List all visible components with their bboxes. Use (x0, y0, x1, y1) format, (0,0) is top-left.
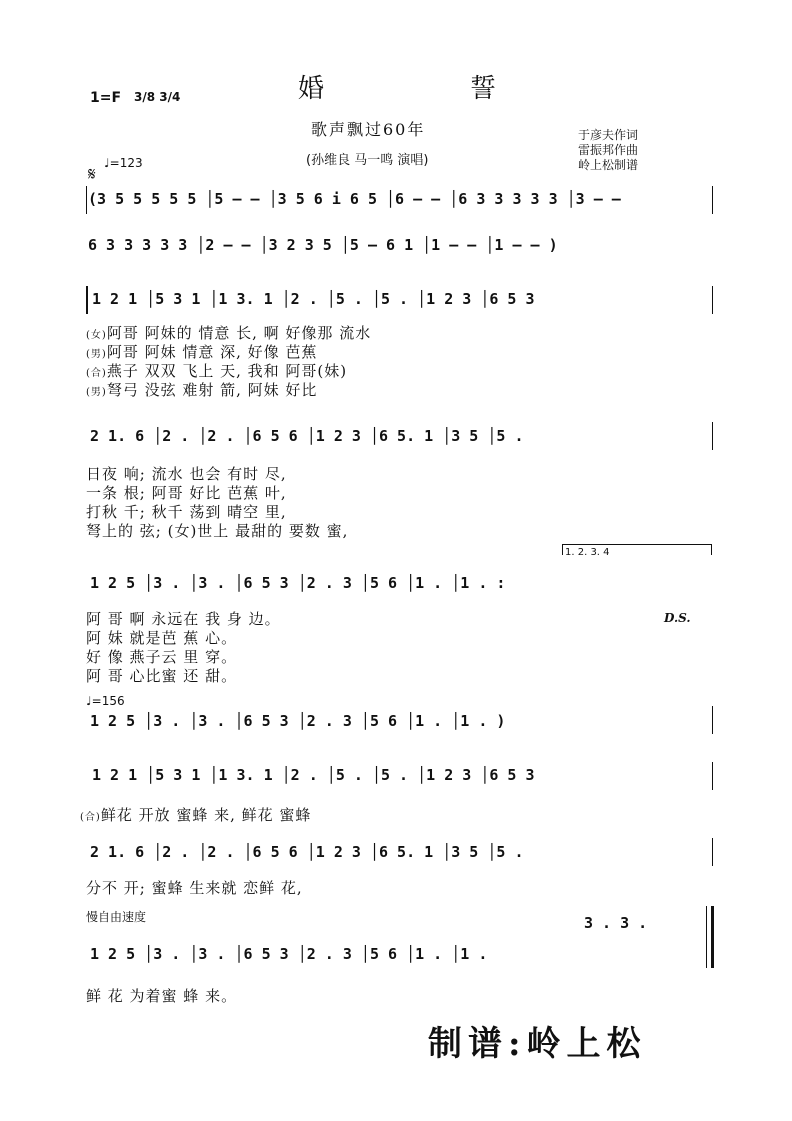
key-signature: 1=F (90, 90, 122, 106)
arranger-signature: 制谱:岭上松 (428, 1024, 647, 1064)
lyric-tag: (合) (86, 368, 107, 379)
score-row-9-upper: 3 . 3 . (584, 914, 648, 932)
lyric-row-4-line-1: 日夜 响; 流水 也会 有时 尽, (86, 465, 287, 483)
arranger-credit: 岭上松制谱 (578, 158, 639, 172)
title-right: 誓 (470, 74, 497, 104)
lyric-row-5-line-3: 好 像 燕子云 里 穿。 (86, 648, 238, 666)
lyric-row-3-line-2: (男)阿哥 阿妹 情意 深, 好像 芭蕉 (86, 343, 318, 361)
lyric-tag: (合) (80, 812, 101, 823)
tempo-marking-3: 慢自由速度 (86, 910, 147, 924)
subtitle: 歌声飘过60年 (311, 120, 426, 139)
performers: (孙维良 马一鸣 演唱) (306, 153, 429, 168)
score-row-1: (3 5 5 5 5 5 │5 – – │3 5 6 i 6 5 │6 – – │6 3 3 3 3 3 │3 – – (88, 190, 621, 208)
score-row-8: 2 1. 6 │2 . │2 . │6 5 6 │1 2 3 │6 5. 1 │3 5 │5 . (90, 843, 524, 861)
lyric-row-9-line-1: 鲜 花 为着蜜 蜂 来。 (86, 987, 238, 1005)
composer-credit: 雷振邦作曲 (578, 143, 639, 157)
lyric-row-5-line-2: 阿 妹 就是芭 蕉 心。 (86, 629, 238, 647)
lyric-row-8-line-1: 分不 开; 蜜蜂 生来就 恋鲜 花, (86, 879, 303, 897)
lyric-row-5-line-4: 阿 哥 心比蜜 还 甜。 (86, 667, 238, 685)
score-row-3: 1 2 1 │5 3 1 │1 3. 1 │2 . │5 . │5 . │1 2 3 │6 5 3 (92, 290, 535, 308)
lyric-row-3-line-4: (男)弩弓 没弦 难射 箭, 阿妹 好比 (86, 381, 318, 399)
score-row-5: 1 2 5 │3 . │3 . │6 5 3 │2 . 3 │5 6 │1 . │1 . : (90, 574, 506, 592)
lyricist-credit: 于彦夫作词 (578, 128, 639, 142)
score-row-6: 1 2 5 │3 . │3 . │6 5 3 │2 . 3 │5 6 │1 . │1 . ) (90, 712, 506, 730)
lyric-row-3-line-1: (女)阿哥 阿妹的 情意 长, 啊 好像那 流水 (86, 324, 372, 342)
title-left: 婚 (298, 74, 325, 104)
lyric-tag: (女) (86, 330, 107, 341)
lyric-tag: (男) (86, 349, 107, 360)
lyric-row-5-line-1: 阿 哥 啊 永远在 我 身 边。 (86, 610, 281, 628)
tempo-marking-2: ♩=156 (86, 694, 125, 708)
time-signature: 3/8 3/4 (134, 90, 181, 104)
score-row-9: 1 2 5 │3 . │3 . │6 5 3 │2 . 3 │5 6 │1 . │1 . (90, 945, 488, 963)
score-row-7: 1 2 1 │5 3 1 │1 3. 1 │2 . │5 . │5 . │1 2 3 │6 5 3 (92, 766, 535, 784)
volta-bracket-label: 1. 2. 3. 4 (565, 547, 610, 558)
lyric-row-4-line-4: 弩上的 弦; (女)世上 最甜的 要数 蜜, (86, 522, 349, 540)
lyric-row-3-line-3: (合)燕子 双双 飞上 天, 我和 阿哥(妹) (86, 362, 348, 380)
segno-icon: 𝄋 (88, 164, 96, 185)
lyric-tag: (男) (86, 387, 107, 398)
lyric-row-4-line-2: 一条 根; 阿哥 好比 芭蕉 叶, (86, 484, 287, 502)
lyric-row-4-line-3: 打秋 千; 秋千 荡到 晴空 里, (86, 503, 287, 521)
lyric-row-7-line-1: (合)鲜花 开放 蜜蜂 来, 鲜花 蜜蜂 (80, 806, 312, 824)
volta-bracket (562, 544, 712, 555)
score-row-4: 2 1. 6 │2 . │2 . │6 5 6 │1 2 3 │6 5. 1 │3 5 │5 . (90, 427, 524, 445)
ds-marking: D.S. (664, 611, 691, 625)
tempo-marking-1: ♩=123 (104, 156, 143, 170)
score-row-2: 6 3 3 3 3 3 │2 – – │3 2 3 5 │5 – 6 1 │1 – – │1 – – ) (88, 236, 558, 254)
